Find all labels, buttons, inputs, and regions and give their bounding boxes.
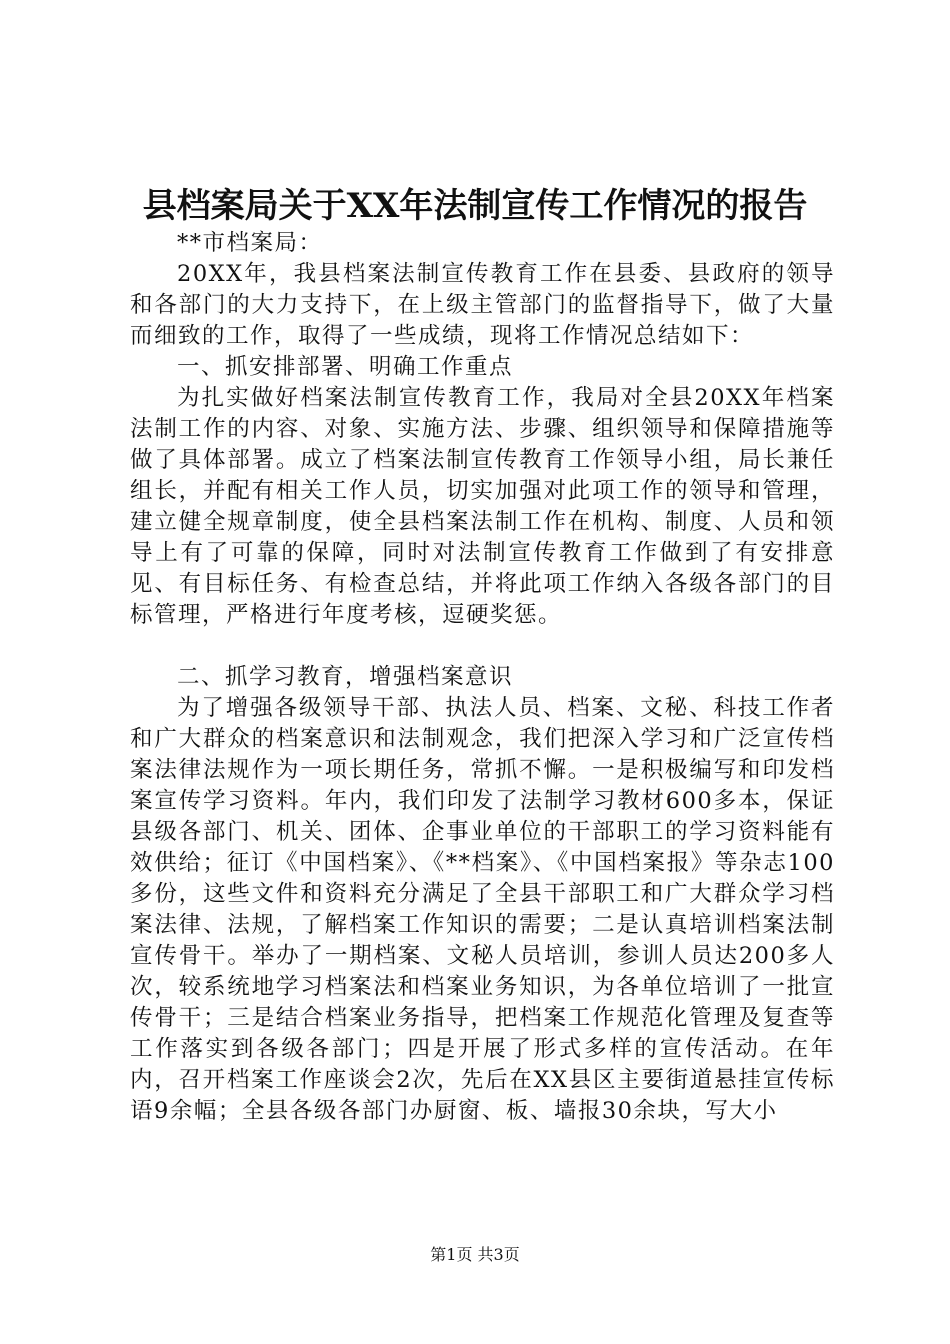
paragraph-section-2: 为了增强各级领导干部、执法人员、档案、文秘、科技工作者和广大群众的档案意识和法制观念，我们把深入学习和广泛宣传档案法律法规作为一项长期任务，常抓不懈。一是积极编写和印发档案宣传学习资料。年内，我们印发了法制学习教材600多本，保证县级各部门、机关、团体、企事业单位的干部职工的学习资料能有效供给；征订《中国档案》、《**档案》、《中国档案报》等杂志100多份，这些文件和资料充分满足了全县干部职工和广大群众学习档案法律、法规，了解档案工作知识的需要；二是认真培训档案法制宣传骨干。举办了一期档案、文秘人员培训，参训人员达200多人次，较系统地学习档案法和档案业务知识，为各单位培训了一批宣传骨干；三是结合档案业务指导，把档案工作规范化管理及复查等工作落实到各级各部门；四是开展了形式多样的宣传活动。在年内，召开档案工作座谈会2次，先后在XX县区主要街道悬挂宣传标语9余幅；全县各级各部门办厨窗、板、墙报30余块，写大小 <box>130 695 835 1124</box>
section-heading-1: 一、抓安排部署、明确工作重点 <box>177 354 514 380</box>
section-heading-2: 二、抓学习教育，增强档案意识 <box>177 664 514 690</box>
paragraph-spacer <box>130 631 835 662</box>
page-footer: 第1页 共3页 <box>430 1245 520 1264</box>
document-body <box>130 228 835 1127</box>
paragraph-intro: 20XX年，我县档案法制宣传教育工作在县委、县政府的领导和各部门的大力支持下，在上级主管部门的监督指导下，做了大量而细致的工作，取得了一些成绩，现将工作情况总结如下： <box>130 261 835 349</box>
paragraph-section-1: 为扎实做好档案法制宣传教育工作，我局对全县20XX年档案法制工作的内容、对象、实施方法、步骤、组织领导和保障措施等做了具体部署。成立了档案法制宣传教育工作领导小组，局长兼任组长，并配有相关工作人员，切实加强对此项工作的领导和管理，建立健全规章制度，使全县档案法制工作在机构、制度、人员和领导上有了可靠的保障，同时对法制宣传教育工作做到了有安排意见、有目标任务、有检查总结，并将此项工作纳入各级各部门的目标管理，严格进行年度考核，逗硬奖惩。 <box>130 385 835 628</box>
document-title: 县档案局关于XX年法制宣传工作情况的报告 <box>142 186 808 226</box>
salutation: **市档案局： <box>177 230 323 256</box>
